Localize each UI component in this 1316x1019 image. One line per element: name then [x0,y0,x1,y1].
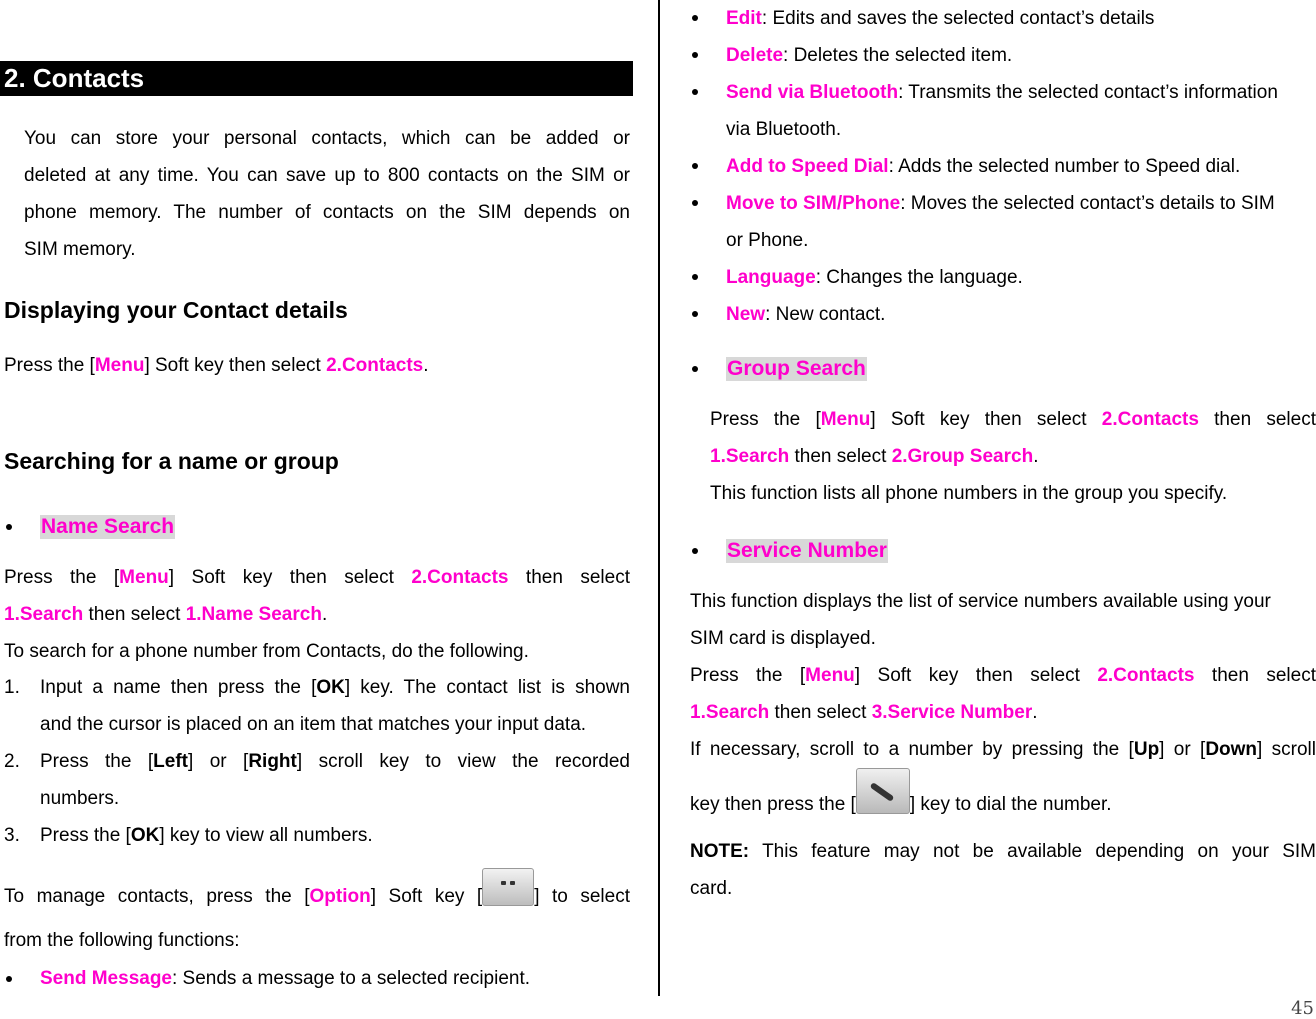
function-desc: : Sends a message to a selected recipient. [172,967,531,989]
intro-line: You can store your personal contacts, which can be added or [24,128,630,149]
name-search-menu-label: 1.Name Search [185,604,322,625]
text: ] Soft key then select [144,355,327,376]
gs-line [710,438,1316,475]
section-title: 2. Contacts [4,63,145,93]
searching-heading: Searching for a name or group [4,448,339,474]
note-line [690,833,1316,870]
bullet-icon [692,163,698,169]
to-search-text: To search for a phone number from Contacts, do the following. [4,641,529,662]
group-search-menu-label: 2.Group Search [891,446,1034,467]
function-item [692,296,1316,333]
text: ] Soft key then select [854,665,1098,686]
text: To manage contacts, press the [ [4,886,310,907]
bullet-icon [692,274,698,280]
step-number: 1. [4,677,20,698]
text: then select [769,702,872,723]
text: Press the [ [690,665,806,686]
text: If necessary, scroll to a number by pressing the [ [690,739,1134,760]
function-desc: : Deletes the selected item. [783,45,1013,66]
step-item [4,817,630,854]
function-name: Language [726,267,816,288]
text: ] or [ [187,751,249,772]
service-number-instructions [690,583,1316,907]
function-name: Edit [726,8,762,29]
menu-key-label: Menu [119,567,169,588]
text: . [1032,702,1038,723]
contacts-menu-label: 2.Contacts [326,355,424,376]
text: ] key to dial the number. [909,794,1112,815]
text: key then press the [ [690,794,856,815]
function-desc: : Changes the language. [815,267,1023,288]
function-item [692,0,1316,37]
group-search-heading: Group Search [727,357,866,380]
name-search-heading: Name Search [41,515,175,538]
function-item [692,74,1316,148]
function-item [692,37,1316,74]
function-name: Move to SIM/Phone [726,193,901,214]
text: then select [1198,409,1316,430]
text: ] key. The contact list is shown [344,677,630,698]
bullet-icon [692,548,698,554]
step-number: 2. [4,751,20,772]
text: then select [789,446,892,467]
text: ] Soft key [ [370,886,483,907]
intro-paragraph [24,120,630,268]
text: ] to select [534,886,630,907]
manage-paragraph [4,868,630,959]
sn-line: This function displays the list of service numbers available using your [690,591,1271,612]
ok-key-label: OK [130,825,160,846]
intro-line: deleted at any time. You can save up to 800 contacts on the SIM or [24,165,630,186]
text: . [423,355,429,376]
bullet-icon [692,89,698,95]
bullet-icon [692,200,698,206]
group-search-bullet [692,351,992,387]
contacts-menu-label: 2.Contacts [1101,409,1199,430]
ns-line [4,559,630,596]
text: ] key to view all numbers. [159,825,373,846]
functions-list [692,0,1316,333]
step-line [40,743,630,780]
down-key-label: Down [1205,739,1258,760]
text: then select [508,567,630,588]
name-search-bullet [6,509,306,545]
text: . [1033,446,1039,467]
step-item [4,669,630,743]
text: Press the [ [40,825,131,846]
sn-line [690,694,1316,731]
function-desc: : Transmits the selected contact’s information [898,82,1278,103]
gs-line [710,401,1316,438]
search-menu-label: 1.Search [4,604,84,625]
service-number-bullet [692,533,992,569]
menu-key-label: Menu [805,665,855,686]
text: . [321,604,328,625]
up-key-label: Up [1133,739,1160,760]
manage-line [4,868,630,922]
bullet-icon [692,366,698,372]
bullet-icon [6,976,12,982]
note-text: This feature may not be available depending on your SIM [749,841,1316,862]
text: Press the [ [4,567,120,588]
service-number-menu-label: 3.Service Number [871,702,1033,723]
column-divider [658,0,660,996]
send-message-item [6,960,626,997]
sn-line [690,731,1316,768]
note-line: card. [690,878,733,899]
ok-key-label: OK [316,677,345,698]
function-desc-cont: or Phone. [726,230,809,251]
function-item [692,185,1316,259]
sn-line [690,657,1316,694]
section-title-bar [0,61,633,96]
text: Press the [ [4,355,95,376]
function-item [692,259,1316,296]
function-name: Send Message [40,967,172,989]
page-number: 45 [1291,998,1314,1019]
search-menu-label: 1.Search [710,446,790,467]
bullet-icon [6,524,12,530]
bullet-icon [692,15,698,21]
function-desc: : Adds the selected number to Speed dial. [888,156,1241,177]
function-name: Add to Speed Dial [726,156,889,177]
sn-line: SIM card is displayed. [690,628,876,649]
text: ] scroll key to view the recorded [296,751,630,772]
name-search-instructions [4,559,630,670]
contacts-menu-label: 2.Contacts [411,567,509,588]
function-name: Delete [726,45,784,66]
text: ] or [ [1159,739,1206,760]
function-desc: : New contact. [765,304,886,325]
text: ] scroll [1257,739,1316,760]
step-line: numbers. [40,788,120,809]
bullet-icon [692,311,698,317]
function-item [692,148,1316,185]
option-key-label: Option [309,886,371,907]
step-line [40,669,630,706]
step-line: and the cursor is placed on an item that matches your input data. [40,714,587,735]
service-number-heading: Service Number [727,539,887,562]
gs-description: This function lists all phone numbers in the group you specify. [710,483,1228,504]
intro-line: SIM memory. [24,239,136,260]
display-instruction [4,347,429,384]
note-label: NOTE: [690,841,750,862]
function-desc: : Edits and saves the selected contact’s details [761,8,1155,29]
step-line [40,817,630,854]
search-menu-label: 1.Search [690,702,770,723]
displaying-heading: Displaying your Contact details [4,297,348,323]
step-number: 3. [4,825,20,846]
function-name: New [726,304,766,325]
text: Press the [ [40,751,154,772]
function-desc-cont: via Bluetooth. [726,119,842,140]
menu-key-label: Menu [94,355,145,376]
text: then select [83,604,186,625]
bullet-icon [692,52,698,58]
right-key-label: Right [248,751,297,772]
steps-list [4,669,630,854]
intro-line: phone memory. The number of contacts on the SIM depends on [24,202,630,223]
step-item [4,743,630,817]
text: ] Soft key then select [168,567,412,588]
text: Press the [ [710,409,821,430]
ns-line [4,596,630,633]
sn-line [690,768,1316,833]
text: ] Soft key then select [870,409,1102,430]
function-text [40,968,530,990]
function-name: Send via Bluetooth [726,82,899,103]
menu-key-label: Menu [820,409,871,430]
call-key-icon [856,768,910,814]
group-search-instructions [710,401,1316,512]
text: then select [1194,665,1316,686]
function-desc: : Moves the selected contact’s details to SIM [900,193,1275,214]
text: Input a name then press the [ [40,677,317,698]
manage-line: from the following functions: [4,930,240,951]
softkey-icon [482,868,534,906]
contacts-menu-label: 2.Contacts [1097,665,1195,686]
left-key-label: Left [153,751,188,772]
